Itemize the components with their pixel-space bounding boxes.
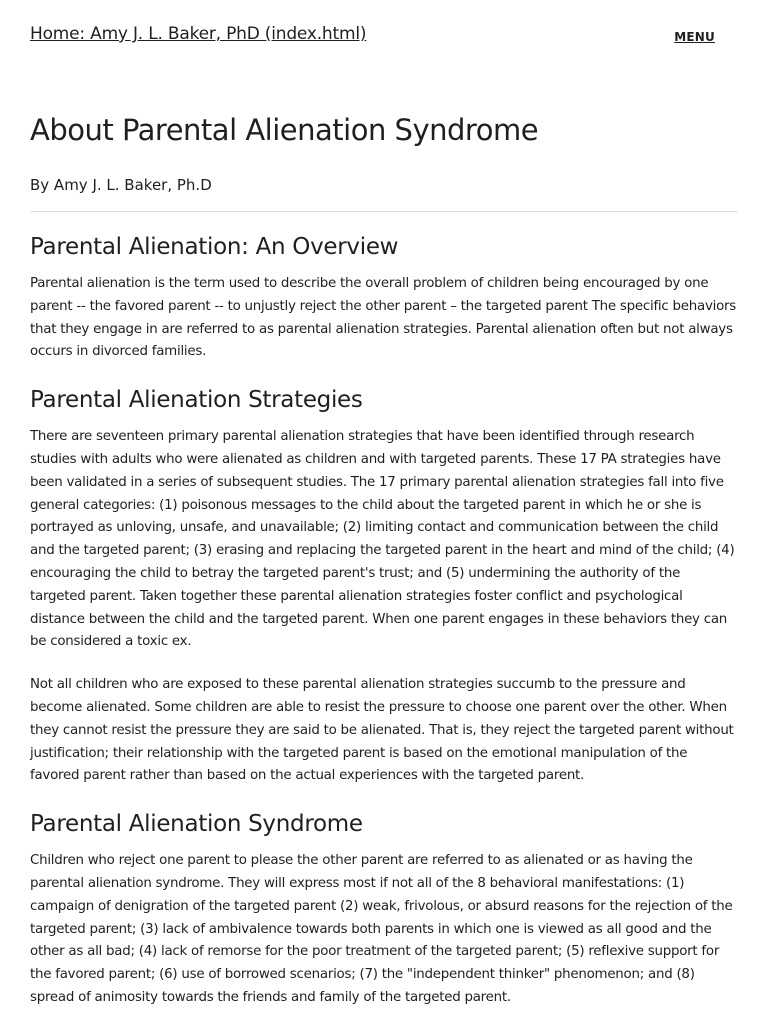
section-strategies xyxy=(30,384,738,788)
section-paragraph: Parental alienation is the term used to describe the overall problem of children being encouraged by one parent -- the favored parent -- to unjustly reject the other parent – the targeted parent The specific behaviors that they engage in are referred to as parental alienation strategies. Parental alienation often but not always occurs in divorced families. xyxy=(30,276,737,360)
section-heading: Parental Alienation Strategies xyxy=(30,387,363,414)
menu-button[interactable]: MENU xyxy=(674,30,715,44)
divider xyxy=(30,211,738,212)
article xyxy=(30,106,738,1010)
byline: By Amy J. L. Baker, Ph.D xyxy=(30,176,212,194)
site-header xyxy=(30,24,738,54)
home-link[interactable]: Home: Amy J. L. Baker, PhD (index.html) xyxy=(30,24,367,44)
section-paragraph: There are seventeen primary parental alienation strategies that have been identified through research studies with adults who were alienated as children and with targeted parents. These 17 PA strategies have been validated in a series of subsequent studies. The 17 primary parental alienation strategies fall into five general categories: (1) poisonous messages to the child about the targeted parent in which he or she is portrayed as unloving, unsafe, and unavailable; (2) limiting contact and communication between the child and the targeted parent; (3) erasing and replacing the targeted parent in the heart and mind of the child; (4) encouraging the child to betray the targeted parent's trust; and (5) undermining the authority of the targeted parent. Taken together these parental alienation strategies foster conflict and psychological distance between the child and the targeted parent. When one parent engages in these behaviors they can be considered a toxic ex. xyxy=(30,429,735,650)
section-paragraph: Not all children who are exposed to these parental alienation strategies succumb to the pressure and become alienated. Some children are able to resist the pressure to choose one parent over the other. When they cannot resist the pressure they are said to be alienated. That is, they reject the targeted parent without justification; their relationship with the targeted parent is based on the emotional manipulation of the favored parent rather than based on the actual experiences with the targeted parent. xyxy=(30,677,734,784)
section-heading: Parental Alienation Syndrome xyxy=(30,811,363,838)
page-title: About Parental Alienation Syndrome xyxy=(30,113,539,147)
section-heading: Parental Alienation: An Overview xyxy=(30,234,399,260)
section-paragraph: Children who reject one parent to please the other parent are referred to as alienated or as having the parental alienation syndrome. They will express most if not all of the 8 behavioral manifestations: (1) campaign of denigration of the targeted parent (2) weak, frivolous, or absurd reasons for the rejection of the targeted parent; (3) lack of ambivalence towards both parents in which one is viewed as all good and the other as all bad; (4) lack of remorse for the poor treatment of the targeted parent; (5) reflexive support for the favored parent; (6) use of borrowed scenarios; (7) the "independent thinker" phenomenon; and (8) spread of animosity towards the friends and family of the targeted parent. xyxy=(30,853,733,1005)
section-syndrome xyxy=(30,808,738,1010)
section-overview xyxy=(30,231,738,364)
